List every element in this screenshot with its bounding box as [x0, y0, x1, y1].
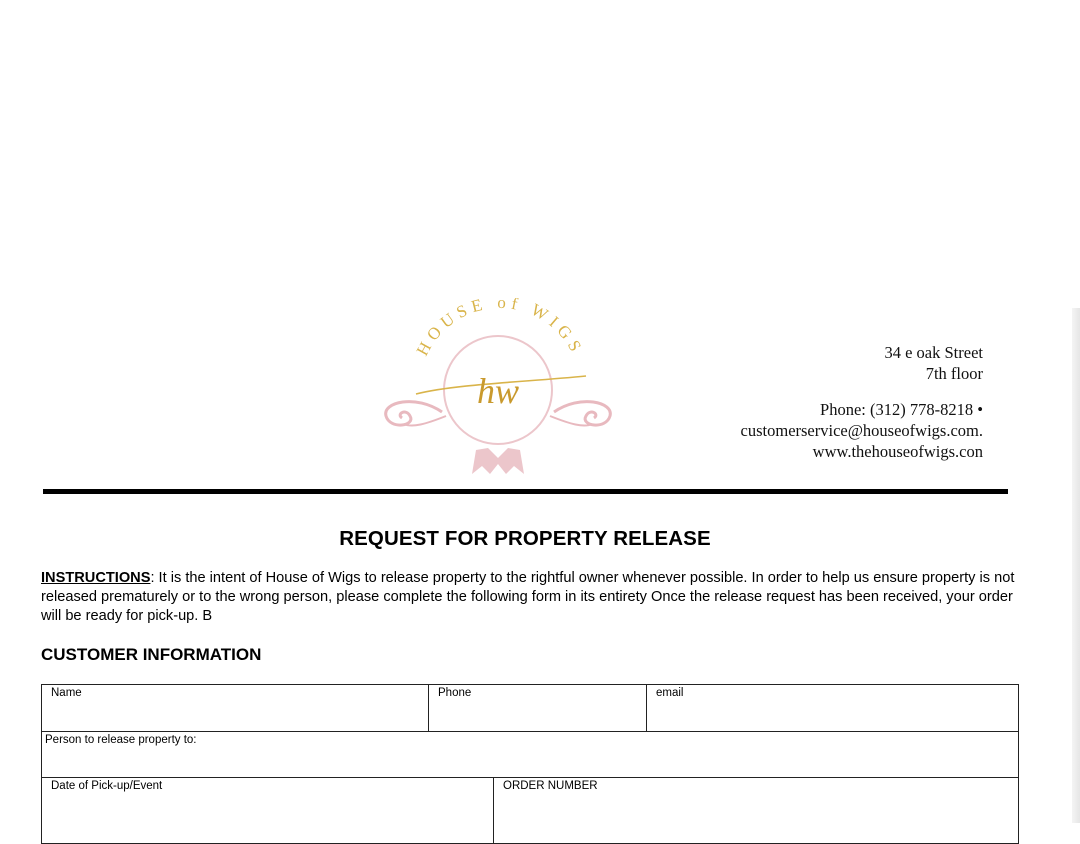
company-contact: [741, 399, 983, 462]
page-edge-shadow: [1072, 308, 1080, 823]
instructions-paragraph: [41, 569, 1016, 626]
email-label: email: [656, 687, 684, 699]
customer-information-form: [41, 684, 1019, 844]
company-address: [884, 342, 983, 384]
header-divider: [43, 489, 1008, 494]
instructions-text: : It is the intent of House of Wigs to release property to the rightful owner whenever possible. In order to help us ensure property is not released prematurely or to the wrong person, please complete the following form in its entirety Once the release request has been received, your order will be ready for pick-up. B: [41, 570, 1015, 624]
house-of-wigs-logo: [376, 298, 620, 480]
document-title: REQUEST FOR PROPERTY RELEASE: [339, 527, 711, 550]
contact-website: www.thehouseofwigs.con: [812, 442, 983, 461]
phone-field[interactable]: [428, 684, 647, 732]
phone-label: Phone: [438, 687, 472, 699]
order-number-field[interactable]: [493, 777, 1019, 844]
pickup-date-field[interactable]: [41, 777, 494, 844]
pickup-date-label: Date of Pick-up/Event: [51, 780, 163, 792]
name-label: Name: [51, 687, 82, 699]
customer-information-heading: CUSTOMER INFORMATION: [41, 645, 262, 664]
logo-arc-text: HOUSE of WIGS: [412, 298, 588, 359]
release-to-field[interactable]: [41, 731, 1019, 778]
contact-email: customerservice@houseofwigs.com.: [740, 421, 983, 440]
address-line-1: 34 e oak Street: [884, 343, 983, 362]
instructions-label: INSTRUCTIONS: [41, 570, 151, 586]
name-field[interactable]: [41, 684, 429, 732]
contact-phone: Phone: (312) 778-8218 •: [820, 400, 983, 419]
logo-monogram: hw: [476, 371, 520, 411]
address-line-2: 7th floor: [925, 364, 983, 383]
email-field[interactable]: [646, 684, 1019, 732]
release-to-label: Person to release property to:: [45, 734, 197, 746]
order-number-label: ORDER NUMBER: [503, 780, 598, 792]
